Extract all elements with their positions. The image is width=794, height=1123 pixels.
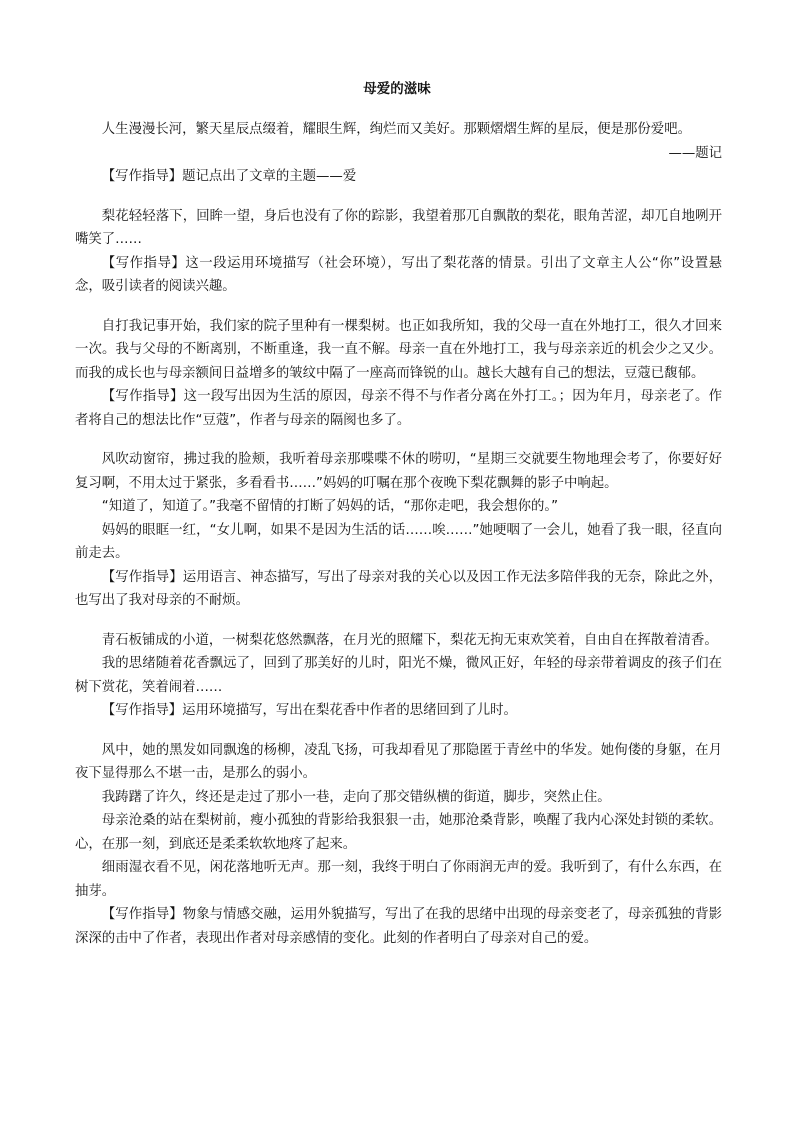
paragraph-gap — [75, 723, 722, 739]
writing-guide-paragraph: 【写作指导】这一段运用环境描写（社会环境），写出了梨花落的情景。引出了文章主人公“你”设置悬念，吸引读者的阅读兴趣。 — [75, 255, 722, 294]
body-paragraph: 妈妈的眼眶一红，“女儿啊，如果不是因为生活的话……唉……”她哽咽了一会儿，她看了我一眼，径直向前走去。 — [75, 522, 722, 561]
writing-guide-paragraph: 【写作指导】题记点出了文章的主题——爱 — [101, 169, 357, 184]
body-paragraph: 风中，她的黑发如同飘逸的杨柳，凌乱飞扬，可我却看见了那隐匿于青丝中的华发。她佝偻的身躯，在月夜下显得那么不堪一击，是那么的弱小。 — [75, 742, 722, 781]
paragraph-gap — [75, 189, 722, 205]
body-paragraph: 梨花轻轻落下，回眸一望，身后也没有了你的踪影，我望着那兀自飘散的梨花，眼角苦涩，却兀自地咧开嘴笑了…… — [75, 208, 722, 247]
body-paragraph: 细雨湿衣看不见，闲花落地听无声。那一刻，我终于明白了你雨润无声的爱。我听到了，有什么东西，在抽芽。 — [75, 860, 722, 899]
body-paragraph: 自打我记事开始，我们家的院子里种有一棵梨树。也正如我所知，我的父母一直在外地打工，很久才回来一次。我与父母的不断离别，不断重逢，我一直不解。母亲一直在外地打工，我与母亲亲近的机会少之又少。而我的成长也与母亲额间日益增多的皱纹中隔了一座高而锋锐的山。越长大越有自己的想法，豆蔻已馥郁。 — [75, 318, 722, 381]
paragraph-gap — [75, 299, 722, 315]
body-paragraph: 风吹动窗帘，拂过我的脸颊，我听着母亲那喋喋不休的唠叨，“星期三交就要生物地理会考了，你要好好复习啊，不用太过于紧张，多看看书……”妈妈的叮嘱在那个夜晚下梨花飘舞的影子中响起。 — [75, 452, 722, 491]
writing-guide-paragraph: 【写作指导】运用语言、神态描写，写出了母亲对我的关心以及因工作无法多陪伴我的无奈，除此之外，也写出了我对母亲的不耐烦。 — [75, 569, 722, 608]
document-body — [75, 118, 722, 950]
paragraph-gap — [75, 613, 722, 629]
writing-guide-paragraph: 【写作指导】运用环境描写，写出在梨花香中作者的思绪回到了儿时。 — [101, 703, 517, 718]
body-paragraph: 青石板铺成的小道，一树梨花悠然飘落，在月光的照耀下，梨花无拘无束欢笑着，自由自在挥散着清香。 — [101, 632, 718, 648]
document-title: 母爱的滋味 — [363, 81, 431, 97]
body-paragraph: “知道了，知道了。”我毫不留情的打断了妈妈的话，“那你走吧，我会想你的。” — [101, 499, 559, 514]
body-paragraph: 我的思绪随着花香飘远了，回到了那美好的儿时，阳光不燥，微风正好，年轻的母亲带着调皮的孩子们在树下赏花，笑着闹着…… — [75, 656, 722, 695]
body-paragraph: 母亲沧桑的站在梨树前，瘦小孤独的背影给我狠狠一击，她那沧桑背影，唤醒了我内心深处封锁的柔软。心，在那一刻，到底还是柔柔软软地疼了起来。 — [75, 813, 722, 852]
body-paragraph: 我踌躇了许久，终还是走过了那小一巷，走向了那交错纵横的街道，脚步，突然止住。 — [101, 789, 611, 805]
epigraph-attribution: ——题记 — [668, 145, 722, 161]
writing-guide-paragraph: 【写作指导】这一段写出因为生活的原因，母亲不得不与作者分离在外打工。；因为年月，母亲老了。作者将自己的想法比作“豆蔻”，作者与母亲的隔阂也多了。 — [75, 389, 722, 428]
body-paragraph: 人生漫漫长河，繁天星辰点缀着，耀眼生辉，绚烂而又美好。那颗熠熠生辉的星辰，便是那份爱吧。 — [101, 122, 691, 137]
paragraph-gap — [75, 432, 722, 448]
writing-guide-paragraph: 【写作指导】物象与情感交融，运用外貌描写，写出了在我的思绪中出现的母亲变老了，母亲孤独的背影深深的击中了作者，表现出作者对母亲感情的变化。此刻的作者明白了母亲对自己的爱。 — [75, 907, 722, 946]
